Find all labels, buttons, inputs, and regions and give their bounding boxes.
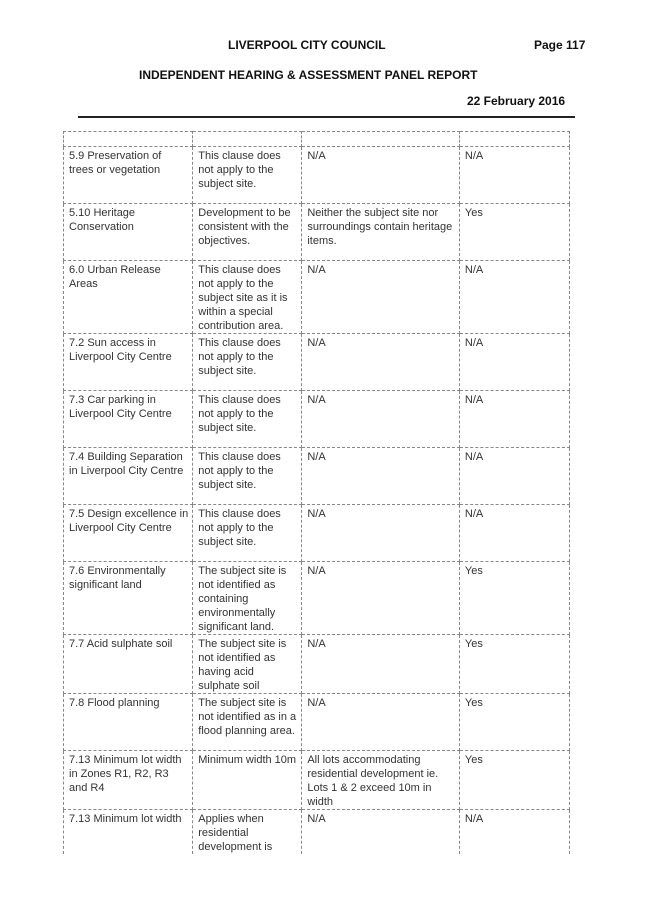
compliance-cell: N/A <box>459 448 569 505</box>
compliance-cell: Yes <box>459 751 569 810</box>
requirement-cell: Minimum width 10m <box>193 751 302 810</box>
clause-cell: 7.8 Flood planning <box>64 694 193 751</box>
compliance-cell: N/A <box>459 391 569 448</box>
report-date: 22 February 2016 <box>467 94 566 108</box>
proposal-cell: Neither the subject site nor surroundings contain heritage items. <box>302 204 460 261</box>
requirement-cell: This clause does not apply to the subject site. <box>193 391 302 448</box>
header-rule <box>78 116 575 118</box>
proposal-cell: N/A <box>302 635 460 694</box>
table-row <box>64 391 570 448</box>
clause-cell <box>64 132 193 147</box>
proposal-cell: N/A <box>302 391 460 448</box>
compliance-table <box>63 131 570 854</box>
compliance-cell: N/A <box>459 261 569 334</box>
compliance-cell: N/A <box>459 147 569 204</box>
clause-cell: 7.6 Environmentally significant land <box>64 562 193 635</box>
requirement-cell: This clause does not apply to the subject site as it is within a special contribution area. <box>193 261 302 334</box>
report-title: INDEPENDENT HEARING & ASSESSMENT PANEL REPORT <box>139 68 478 82</box>
compliance-cell: N/A <box>459 810 569 855</box>
proposal-cell: N/A <box>302 147 460 204</box>
requirement-cell: This clause does not apply to the subject site. <box>193 448 302 505</box>
requirement-cell <box>193 132 302 147</box>
table-row <box>64 261 570 334</box>
table-row <box>64 334 570 391</box>
requirement-cell: The subject site is not identified as containing environmentally significant land. <box>193 562 302 635</box>
table-row <box>64 147 570 204</box>
table-row <box>64 204 570 261</box>
proposal-cell: N/A <box>302 448 460 505</box>
proposal-cell: N/A <box>302 505 460 562</box>
proposal-cell: N/A <box>302 562 460 635</box>
compliance-cell: N/A <box>459 334 569 391</box>
table-row <box>64 132 570 147</box>
proposal-cell: N/A <box>302 694 460 751</box>
council-name: LIVERPOOL CITY COUNCIL <box>228 38 386 52</box>
clause-cell: 7.5 Design excellence in Liverpool City Centre <box>64 505 193 562</box>
requirement-cell: The subject site is not identified as in a flood planning area. <box>193 694 302 751</box>
clause-cell: 7.3 Car parking in Liverpool City Centre <box>64 391 193 448</box>
requirement-cell: This clause does not apply to the subject site. <box>193 505 302 562</box>
clause-cell: 5.10 Heritage Conservation <box>64 204 193 261</box>
requirement-cell: The subject site is not identified as having acid sulphate soil <box>193 635 302 694</box>
compliance-cell: N/A <box>459 505 569 562</box>
table-row <box>64 562 570 635</box>
clause-cell: 6.0 Urban Release Areas <box>64 261 193 334</box>
proposal-cell: N/A <box>302 810 460 855</box>
table-row <box>64 810 570 855</box>
clause-cell: 7.7 Acid sulphate soil <box>64 635 193 694</box>
page-number: Page 117 <box>534 38 586 52</box>
requirement-cell: This clause does not apply to the subject site. <box>193 147 302 204</box>
clause-cell: 7.13 Minimum lot width <box>64 810 193 855</box>
table-row <box>64 751 570 810</box>
clause-cell: 7.2 Sun access in Liverpool City Centre <box>64 334 193 391</box>
proposal-cell: N/A <box>302 261 460 334</box>
compliance-cell: Yes <box>459 562 569 635</box>
clause-cell: 5.9 Preservation of trees or vegetation <box>64 147 193 204</box>
table-row <box>64 635 570 694</box>
clause-cell: 7.13 Minimum lot width in Zones R1, R2, R3 and R4 <box>64 751 193 810</box>
compliance-cell: Yes <box>459 694 569 751</box>
table-row <box>64 694 570 751</box>
compliance-cell <box>459 132 569 147</box>
requirement-cell: Development to be consistent with the objectives. <box>193 204 302 261</box>
proposal-cell: N/A <box>302 334 460 391</box>
compliance-cell: Yes <box>459 635 569 694</box>
table-row <box>64 448 570 505</box>
clause-cell: 7.4 Building Separation in Liverpool City Centre <box>64 448 193 505</box>
table-row <box>64 505 570 562</box>
requirement-cell: This clause does not apply to the subject site. <box>193 334 302 391</box>
proposal-cell: All lots accommodating residential development ie. Lots 1 & 2 exceed 10m in width <box>302 751 460 810</box>
compliance-cell: Yes <box>459 204 569 261</box>
proposal-cell <box>302 132 460 147</box>
requirement-cell: Applies when residential development is <box>193 810 302 855</box>
